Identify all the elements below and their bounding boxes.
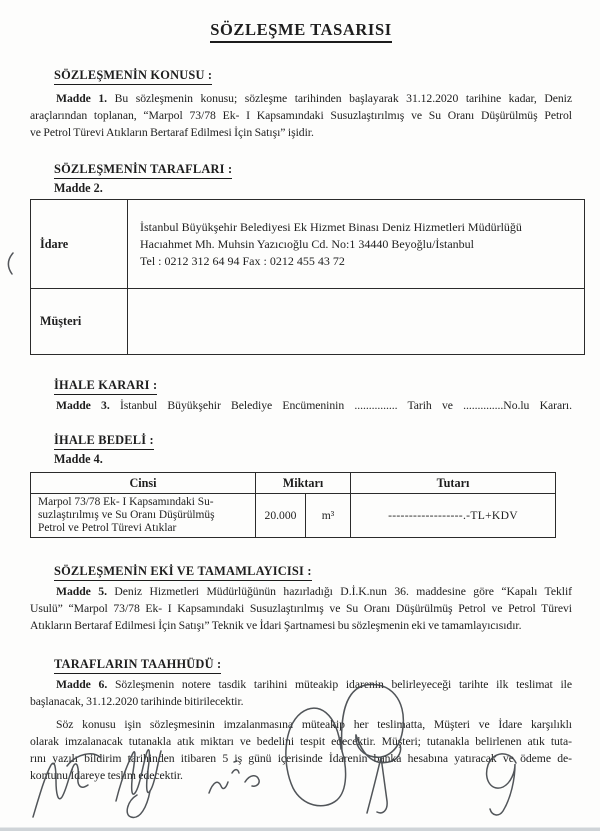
paragraph-line: Madde 3. İstanbul Büyükşehir Belediye Encümeninin ............... Tarih ve ..............No.lu Kararı. (56, 399, 572, 412)
idare-value-cell (128, 200, 585, 289)
paragraph-line: ve Petrol Türevi Atıkların Bertaraf Edilmesi İçin Satışı” işidir. (30, 126, 314, 139)
madde-5-paragraph (30, 583, 572, 634)
section-eki (54, 562, 572, 581)
miktar-unit-cell: m³ (306, 494, 351, 538)
madde-4-label: Madde 4. (54, 452, 103, 466)
section-ihale-bedeli (54, 431, 572, 450)
paragraph-line: başlanacak, 31.12.2020 tarihinde bitirilecektir. (30, 694, 244, 708)
page-title: SÖZLEŞME TASARISI (210, 20, 392, 43)
column-header-tutari: Tutarı (351, 473, 556, 494)
price-table-data-row (31, 494, 556, 538)
price-table-header-row (31, 473, 556, 494)
column-header-miktari: Miktarı (256, 473, 351, 494)
musteri-label-cell: Müşteri (31, 289, 128, 355)
madde-6-label: Madde 6. (56, 677, 108, 691)
paragraph-line: Atıkların Bertaraf Edilmesi İçin Satışı” Teknik ve İdari Şartnamesi bu sözleşmenin eki ve tamamlayıcısıdır. (30, 618, 522, 632)
madde-5-label: Madde 5. (56, 584, 107, 598)
table-row-musteri (31, 289, 585, 355)
paragraph-line: rını yazılı bildirim tarihinden itibaren 5 iş günü içerisinde İdarenin banka hesabına yatıracak ve ödeme de- (30, 751, 572, 765)
section-taahhut (54, 655, 572, 674)
madde-3-paragraph (30, 397, 572, 414)
cinsi-cell (31, 494, 256, 538)
paragraph-line: Madde 5. Deniz Hizmetleri Müdürlüğünün hazırladığı D.İ.K.nun 36. maddesine göre “Kapalı Teklif (56, 584, 572, 598)
cinsi-line: suzlaştırılmış ve Su Oranı Düşürülmüş (38, 508, 215, 521)
title-row (30, 20, 572, 43)
heading-ihale-bedeli: İHALE BEDELİ : (54, 433, 154, 450)
paragraph-line: olarak imzalanacak tutanakla atık miktarı ve bedelini tespit edecektir. Müşteri; tutanakla belirlenen atık tuta- (30, 734, 572, 748)
paragraph-line: Madde 1. Bu sözleşmenin konusu; sözleşme tarihinden başlayarak 31.12.2020 tarihine kadar, Deniz (56, 92, 573, 105)
paragraph-line: Madde 6. Sözleşmenin notere tasdik tarihini müteakip idarenin belirleyeceği tarihte ilk teslimat ile (56, 677, 572, 691)
stray-pen-mark (8, 253, 13, 274)
document-content (30, 0, 572, 784)
idare-address-line: Hacıahmet Mh. Muhsin Yazıcıoğlu Cd. No:1 34440 Beyoğlu/İstanbul (140, 236, 474, 251)
madde-6-paragraph-2 (30, 716, 572, 784)
cinsi-line: Petrol ve Petrol Türevi Atıklar (38, 521, 177, 534)
table-row-idare (31, 200, 585, 289)
idare-label-cell: İdare (31, 200, 128, 289)
paragraph-line: araçlarından toplanan, “Marpol 73/78 Ek- I Kapsamındaki Susuzlaştırılmış ve Su Oranı Düşürülmüş Petrol (30, 109, 572, 122)
column-header-cinsi: Cinsi (31, 473, 256, 494)
heading-sozlesmenin-taraflari: SÖZLEŞMENİN TARAFLARI : (54, 162, 232, 179)
idare-address-line: İstanbul Büyükşehir Belediyesi Ek Hizmet Binası Deniz Hizmetleri Müdürlüğü (140, 219, 522, 234)
paragraph-line: Usulü” “Marpol 73/78 Ek- I Kapsamındaki Susuzlaştırılmış ve Su Oranı Düşürülmüş Petrol ve Petrol Türevi (30, 601, 572, 615)
madde-2-label: Madde 2. (54, 181, 103, 195)
section-taraflar (54, 160, 572, 179)
heading-sozlesmenin-eki: SÖZLEŞMENİN EKİ VE TAMAMLAYICISI : (54, 564, 312, 581)
madde-1-label: Madde 1. (56, 92, 108, 105)
price-table (30, 472, 556, 538)
idare-address-line: Tel : 0212 312 64 94 Fax : 0212 455 43 72 (140, 253, 345, 268)
tutar-cell: ------------------.-TL+KDV (351, 494, 556, 538)
section-konusu (54, 66, 572, 85)
miktar-value-cell: 20.000 (256, 494, 306, 538)
parties-table (30, 199, 585, 355)
heading-sozlesmenin-konusu: SÖZLEŞMENİN KONUSU : (54, 68, 212, 85)
madde-1-paragraph (30, 90, 572, 141)
heading-ihale-karari: İHALE KARARI : (54, 378, 157, 395)
cinsi-line: Marpol 73/78 Ek- I Kapsamındaki Su- (38, 496, 214, 508)
madde-6-paragraph-1 (30, 676, 572, 710)
paragraph-line: Söz konusu işin sözleşmesinin imzalanmasına müteakip her teslimatta, Müşteri ve İdare karşılıklı (56, 717, 572, 731)
paragraph-line: kontunu İdareye teslim edecektir. (30, 768, 183, 782)
section-ihale-karari (54, 376, 572, 395)
heading-taraflarin-taahhudu: TARAFLARIN TAAHHÜDÜ : (54, 657, 221, 674)
madde-3-label: Madde 3. (56, 399, 110, 412)
musteri-value-cell (128, 289, 585, 355)
